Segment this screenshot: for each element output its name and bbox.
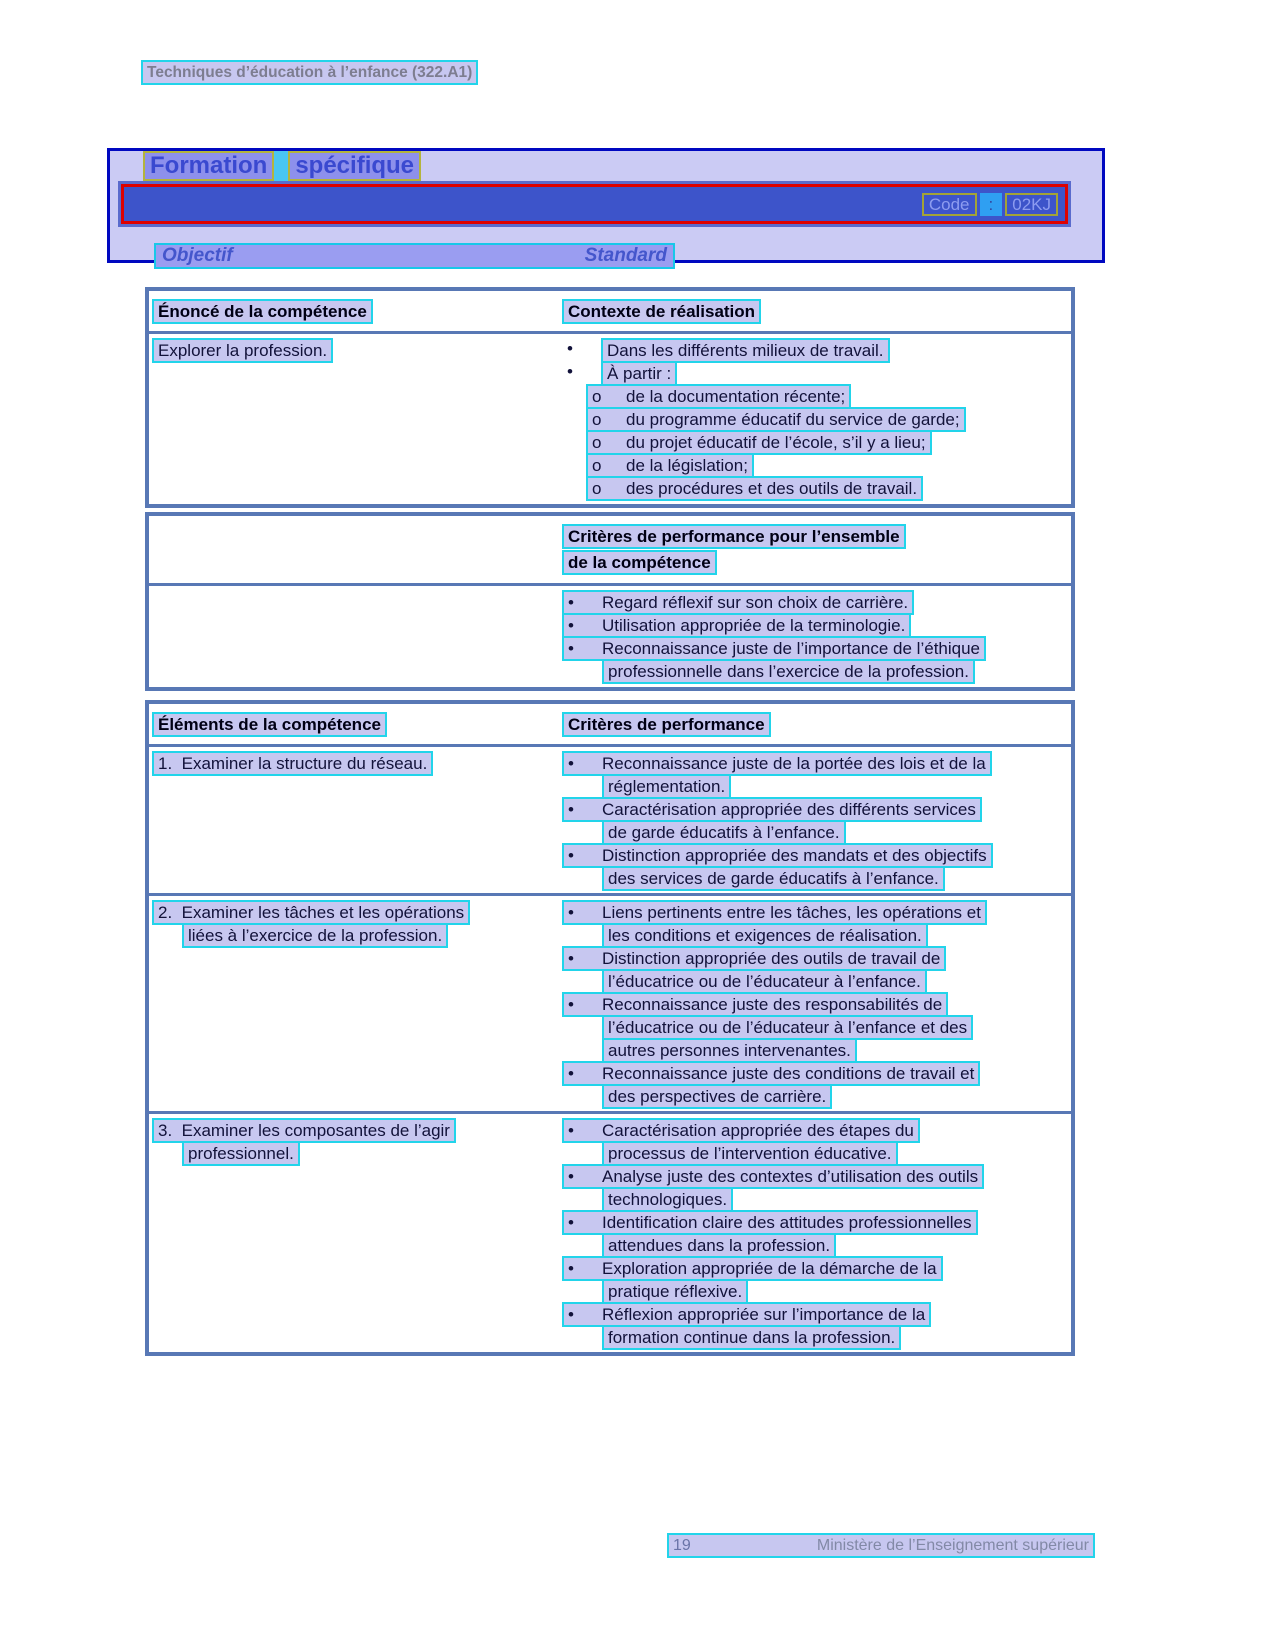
- line-text: Réflexion appropriée sur l’importance de la: [602, 1305, 926, 1324]
- line-text: les conditions et exigences de réalisation.: [608, 926, 922, 945]
- page-footer: [667, 1533, 1095, 1558]
- context-subitem: [586, 430, 1069, 453]
- code-value: 02KJ: [1005, 193, 1058, 216]
- word-gap-highlight: [274, 151, 288, 181]
- criteria-line-continued: [602, 1038, 857, 1063]
- criteria-line-continued: [602, 1015, 973, 1040]
- line-text: Dans les différents milieux de travail.: [607, 341, 884, 360]
- line-text: Caractérisation appropriée des étapes du: [602, 1121, 914, 1140]
- bullet-icon: •: [568, 1167, 574, 1186]
- context-subitem: [586, 384, 1069, 407]
- contexte-cell: [562, 338, 1071, 499]
- criteria-line: [562, 900, 987, 925]
- column-header-elements: Éléments de la compétence: [152, 712, 387, 737]
- context-subline: [586, 476, 923, 501]
- line-text: À partir :: [607, 364, 672, 383]
- line-text: des services de garde éducatifs à l’enfance.: [608, 869, 939, 888]
- criteria-item-continuation: [602, 659, 1069, 682]
- line-text: de la documentation récente;: [626, 387, 846, 406]
- code-bar-inner: [121, 184, 1068, 224]
- table-header-row: [149, 516, 1071, 586]
- competence-statement: Explorer la profession.: [152, 338, 333, 363]
- line-text: Reconnaissance juste de la portée des lois et de la: [602, 754, 986, 773]
- context-line: [601, 361, 677, 386]
- criteria-item: [562, 1118, 1069, 1141]
- criteria-line-continued: [602, 1325, 901, 1350]
- bullet-icon: •: [568, 754, 574, 773]
- criteria-item-continuation: [602, 866, 1069, 889]
- criteria-line-continued: [602, 820, 846, 845]
- formation-specifique-banner: [107, 148, 1105, 266]
- line-text: Reconnaissance juste de l’importance de l’éthique: [602, 639, 981, 658]
- line-text: Liens pertinents entre les tâches, les opérations et: [602, 903, 981, 922]
- bullet-icon: •: [568, 1305, 574, 1324]
- table-body-row: [149, 334, 1071, 504]
- line-text: de garde éducatifs à l’enfance.: [608, 823, 840, 842]
- circle-bullet-icon: o: [592, 479, 611, 498]
- line-text: des procédures et des outils de travail.: [626, 479, 918, 498]
- criteria-line: [562, 636, 986, 661]
- criteria-line-continued: [602, 659, 975, 684]
- criteria-line: [562, 1061, 980, 1086]
- line-text: Exploration appropriée de la démarche de la: [602, 1259, 937, 1278]
- context-item: [562, 361, 1069, 384]
- element-cell: [149, 1118, 562, 1348]
- criteria-item: [562, 590, 1069, 613]
- criteria-item-continuation: [602, 1233, 1069, 1256]
- line-text: Distinction appropriée des mandats et des objectifs: [602, 846, 987, 865]
- criteria-cell: [562, 1118, 1071, 1348]
- criteria-item: [562, 992, 1069, 1015]
- header-cell: [562, 524, 1071, 576]
- criteria-item: [562, 843, 1069, 866]
- criteria-line-continued: [602, 1084, 832, 1109]
- context-subitem: [586, 453, 1069, 476]
- line-text: Distinction appropriée des outils de travail de: [602, 949, 941, 968]
- criteria-item-continuation: [602, 969, 1069, 992]
- criteria-item-continuation: [602, 923, 1069, 946]
- line-text: liées à l’exercice de la profession.: [188, 926, 443, 945]
- line-text: 3. Examiner les composantes de l’agir: [158, 1121, 450, 1140]
- criteria-line: [562, 992, 948, 1017]
- code-bar: [118, 181, 1071, 227]
- context-subitem: [586, 476, 1069, 499]
- bullet-icon: •: [568, 903, 574, 922]
- line-text: l’éducatrice ou de l’éducateur à l’enfance.: [608, 972, 921, 991]
- column-header-criteres: Critères de performance: [562, 712, 771, 737]
- table-enonce-competence: [145, 287, 1075, 508]
- criteria-item-continuation: [602, 1141, 1069, 1164]
- element-line-row: [152, 751, 562, 774]
- line-text: professionnelle dans l’exercice de la profession.: [608, 662, 969, 681]
- header-cell-empty: [149, 524, 562, 576]
- document-title: Techniques d’éducation à l’enfance (322.A1): [141, 60, 478, 85]
- element-row: [149, 893, 1071, 1111]
- column-header-enonce: Énoncé de la compétence: [152, 299, 373, 324]
- empty-cell: [149, 590, 562, 682]
- line-text: pratique réflexive.: [608, 1282, 743, 1301]
- criteria-line: [562, 1164, 984, 1189]
- element-line: [152, 900, 470, 925]
- criteria-item-continuation: [602, 820, 1069, 843]
- criteria-item: [562, 946, 1069, 969]
- line-text: des perspectives de carrière.: [608, 1087, 827, 1106]
- column-header-criteres-ensemble-line2: de la compétence: [562, 550, 717, 575]
- criteria-item-continuation: [602, 1325, 1069, 1348]
- line-text: réglementation.: [608, 777, 726, 796]
- header-cell: [562, 299, 1071, 324]
- bullet-icon: •: [568, 1064, 574, 1083]
- line-text: l’éducatrice ou de l’éducateur à l’enfance et des: [608, 1018, 968, 1037]
- table-header-row: [149, 704, 1071, 747]
- criteria-item-continuation: [602, 1279, 1069, 1302]
- bullet-icon: •: [568, 846, 574, 865]
- element-row: [149, 1111, 1071, 1352]
- element-cell: [149, 900, 562, 1107]
- header-cell: [149, 299, 562, 324]
- criteria-item-continuation: [602, 1015, 1069, 1038]
- footer-highlight: [667, 1533, 1095, 1558]
- criteria-line: [562, 1302, 931, 1327]
- circle-bullet-icon: o: [592, 433, 611, 452]
- table-criteres-ensemble: [145, 512, 1075, 691]
- criteria-line-continued: [602, 1141, 898, 1166]
- context-item: [562, 338, 1069, 361]
- criteria-line-continued: [602, 1233, 836, 1258]
- column-header-contexte: Contexte de réalisation: [562, 299, 761, 324]
- bullet-icon: •: [568, 949, 574, 968]
- criteria-item-continuation: [602, 1187, 1069, 1210]
- context-subline: [586, 384, 851, 409]
- element-row: [149, 747, 1071, 893]
- criteria-line: [562, 590, 914, 615]
- line-text: processus de l’intervention éducative.: [608, 1144, 892, 1163]
- bullet-icon: •: [568, 800, 574, 819]
- document-header: [141, 60, 478, 85]
- element-line: [152, 1118, 456, 1143]
- circle-bullet-icon: o: [592, 410, 611, 429]
- objectif-standard-row: [154, 243, 675, 269]
- bullet-icon: •: [568, 1121, 574, 1140]
- element-line-continued: [182, 1141, 300, 1166]
- bullet-icon: •: [568, 616, 574, 635]
- criteria-line: [562, 751, 992, 776]
- banner-title: [143, 151, 421, 181]
- table-rows: [149, 747, 1071, 1352]
- table-body-row: [149, 586, 1071, 687]
- context-subline: [586, 407, 966, 432]
- line-text: Reconnaissance juste des conditions de travail et: [602, 1064, 975, 1083]
- bullet-icon: •: [568, 1213, 574, 1232]
- bullet-icon: •: [568, 593, 574, 612]
- code-label: Code: [922, 193, 977, 216]
- line-text: formation continue dans la profession.: [608, 1328, 896, 1347]
- criteria-item: [562, 900, 1069, 923]
- element-line-row: [182, 923, 562, 946]
- criteria-item: [562, 1302, 1069, 1325]
- element-cell: [149, 751, 562, 889]
- line-text: Regard réflexif sur son choix de carrière.: [602, 593, 909, 612]
- bullet-icon: •: [567, 362, 573, 381]
- criteria-line: [562, 1256, 943, 1281]
- criteria-line: [562, 1118, 920, 1143]
- criteria-item-continuation: [602, 1084, 1069, 1107]
- banner-title-word: Formation: [143, 151, 274, 181]
- competence-cell: [149, 338, 562, 499]
- standard-label: Standard: [584, 245, 667, 266]
- bullet-icon: •: [567, 339, 573, 358]
- context-subline: [586, 453, 754, 478]
- criteria-line: [562, 843, 993, 868]
- header-cell: [562, 712, 1071, 737]
- line-text: Utilisation appropriée de la terminologie.: [602, 616, 906, 635]
- bullet-icon: •: [568, 639, 574, 658]
- code-separator: :: [980, 193, 1003, 216]
- criteria-line-continued: [602, 969, 927, 994]
- element-line-row: [152, 1118, 562, 1141]
- element-line-continued: [182, 923, 448, 948]
- criteria-item: [562, 613, 1069, 636]
- criteria-line-continued: [602, 1279, 748, 1304]
- circle-bullet-icon: o: [592, 456, 611, 475]
- line-text: attendues dans la profession.: [608, 1236, 831, 1255]
- criteria-line: [562, 1210, 978, 1235]
- criteria-line-continued: [602, 774, 731, 799]
- banner-title-word: spécifique: [288, 151, 421, 181]
- table-header-row: [149, 291, 1071, 334]
- line-text: 1. Examiner la structure du réseau.: [158, 754, 428, 773]
- page-number: 19: [673, 1537, 691, 1554]
- criteria-line: [562, 797, 982, 822]
- context-subitem: [586, 407, 1069, 430]
- element-line: [152, 751, 433, 776]
- criteria-line-continued: [602, 1187, 733, 1212]
- criteria-line-continued: [602, 866, 945, 891]
- objectif-label: Objectif: [162, 245, 233, 266]
- criteria-line: [562, 946, 946, 971]
- criteria-item: [562, 1210, 1069, 1233]
- line-text: professionnel.: [188, 1144, 294, 1163]
- line-text: du projet éducatif de l’école, s’il y a lieu;: [626, 433, 926, 452]
- criteria-item: [562, 797, 1069, 820]
- line-text: technologiques.: [608, 1190, 728, 1209]
- criteria-item: [562, 1256, 1069, 1279]
- line-text: de la législation;: [626, 456, 748, 475]
- circle-bullet-icon: o: [592, 387, 611, 406]
- criteria-item-continuation: [602, 774, 1069, 797]
- criteria-cell: [562, 900, 1071, 1107]
- header-cell: [149, 712, 562, 737]
- table-elements-competence: [145, 700, 1075, 1356]
- criteria-item: [562, 1164, 1069, 1187]
- criteria-item-continuation: [602, 1038, 1069, 1061]
- line-text: autres personnes intervenantes.: [608, 1041, 851, 1060]
- bullet-icon: •: [568, 1259, 574, 1278]
- criteria-cell: [562, 751, 1071, 889]
- line-text: Analyse juste des contextes d’utilisation des outils: [602, 1167, 979, 1186]
- line-text: Reconnaissance juste des responsabilités de: [602, 995, 943, 1014]
- criteria-line-continued: [602, 923, 928, 948]
- criteria-item: [562, 751, 1069, 774]
- ministry-name: Ministère de l’Enseignement supérieur: [816, 1537, 1089, 1554]
- criteria-line: [562, 613, 911, 638]
- element-line-row: [152, 900, 562, 923]
- line-text: du programme éducatif du service de garde;: [626, 410, 960, 429]
- criteria-item: [562, 1061, 1069, 1084]
- criteres-cell: [562, 590, 1071, 682]
- bullet-icon: •: [568, 995, 574, 1014]
- criteria-item: [562, 636, 1069, 659]
- context-subline: [586, 430, 932, 455]
- line-text: Caractérisation appropriée des différents services: [602, 800, 976, 819]
- line-text: Identification claire des attitudes professionnelles: [602, 1213, 972, 1232]
- line-text: 2. Examiner les tâches et les opérations: [158, 903, 465, 922]
- column-header-criteres-ensemble-line1: Critères de performance pour l’ensemble: [562, 524, 906, 549]
- element-line-row: [182, 1141, 562, 1164]
- context-line: [601, 338, 890, 363]
